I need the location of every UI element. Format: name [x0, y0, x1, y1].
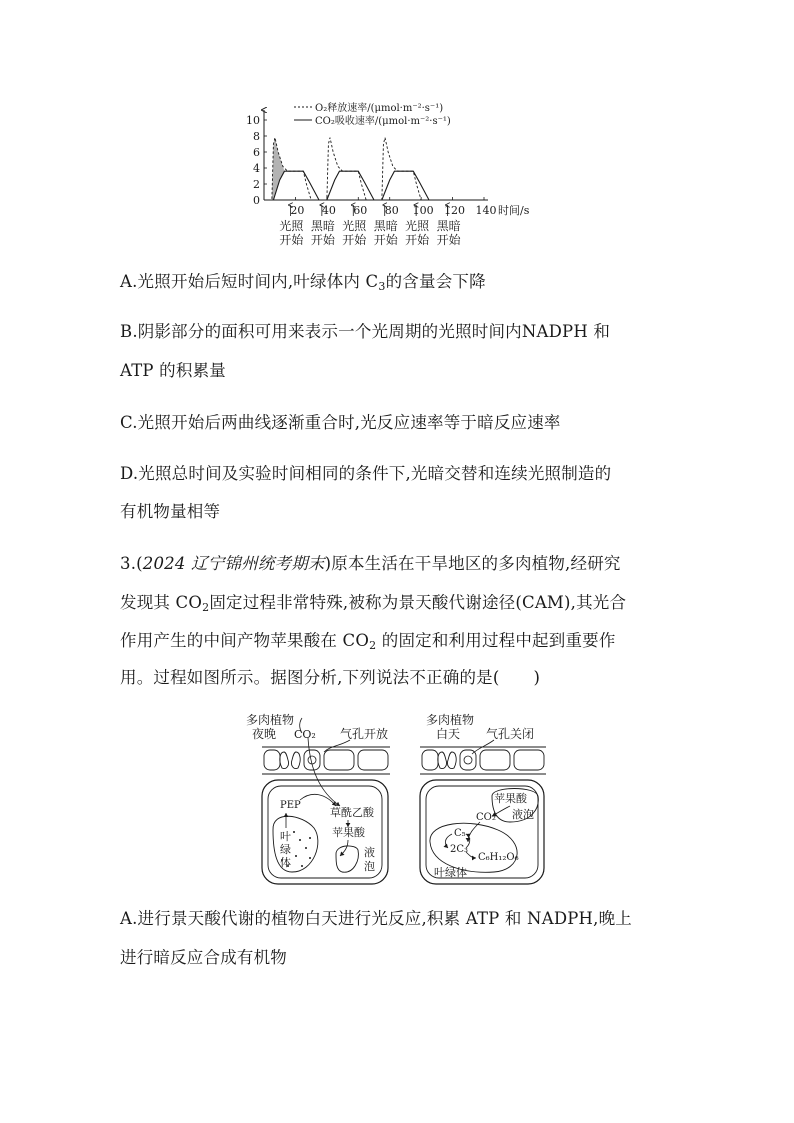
day-malate-arrow — [492, 806, 510, 816]
y-tick-label-5: 10 — [246, 114, 260, 127]
q3-option-a-line1: A.进行景天酸代谢的植物白天进行光反应,积累 ATP 和 NADPH,晚上 — [120, 909, 632, 928]
night-co2-arrow — [308, 738, 340, 806]
day-glucose: C₆H₁₂O₆ — [478, 852, 519, 863]
q2-option-b-line1: B.阴影部分的面积可用来表示一个光周期的光照时间内NADPH 和 — [120, 322, 611, 341]
rate-chart — [236, 96, 536, 248]
q3-line3-suffix: 的固定和利用过程中起到重要作 — [376, 631, 616, 650]
q3-line3-prefix: 作用产生的中间产物苹果酸在 CO — [120, 631, 370, 650]
chart-legend — [294, 101, 451, 127]
night-malate-arrow — [340, 840, 348, 856]
cam-diagram-figure — [240, 710, 552, 888]
y-tick-label-4: 8 — [253, 130, 260, 143]
period-label-bottom-5: 开始 — [436, 233, 461, 247]
x-tick-label-1: 40 — [321, 204, 336, 217]
q2-option-d-line1: D.光照总时间及实验时间相同的条件下,光暗交替和连续光照制造的 — [120, 464, 612, 483]
night-malate: 苹果酸 — [332, 826, 365, 839]
night-vacuole-label-1: 液 — [364, 846, 375, 859]
q2-option-a-sub: 3 — [378, 280, 386, 293]
q2-option-c: C.光照开始后两曲线逐渐重合时,光反应速率等于暗反应速率 — [120, 413, 561, 432]
x-tick-label-3: 80 — [384, 204, 399, 217]
period-label-bottom-2: 开始 — [342, 233, 367, 247]
day-chloroplast-label: 叶绿体 — [434, 866, 467, 879]
period-label-bottom-3: 开始 — [373, 233, 398, 247]
night-vacuole — [336, 846, 358, 872]
day-title2: 白天 — [436, 727, 461, 741]
night-pep: PEP — [280, 800, 301, 811]
night-oxaloacetate: 草酰乙酸 — [330, 806, 374, 819]
night-epidermis — [262, 747, 390, 774]
night-chloroplast-label-3: 体 — [280, 856, 291, 869]
cam-diagram — [240, 710, 552, 888]
rate-chart-figure — [236, 96, 536, 248]
day-chloroplast — [430, 823, 517, 872]
period-label-bottom-0: 开始 — [279, 233, 304, 247]
cam-day-panel — [420, 712, 546, 884]
x-axis-label: 时间/s — [498, 204, 530, 217]
x-tick-label-4: 100 — [412, 204, 434, 217]
night-chloroplast-label-2: 绿 — [280, 843, 291, 856]
cam-night-panel — [246, 712, 390, 884]
period-label-top-5: 黑暗 — [436, 219, 461, 233]
y-tick-label-0: 0 — [253, 194, 260, 207]
period-label-top-3: 黑暗 — [373, 219, 398, 233]
q3-line2-prefix: 发现其 CO — [120, 593, 203, 612]
x-tick-label-5: 120 — [444, 204, 466, 217]
q3-stem-line2 — [120, 591, 626, 620]
y-tick-label-3: 6 — [253, 146, 260, 159]
x-tick-label-0: 20 — [290, 204, 305, 217]
y-tick-label-2: 4 — [253, 162, 260, 175]
day-c3: 2C₃ — [450, 844, 469, 855]
night-chloroplast-label-1: 叶 — [280, 830, 291, 843]
q3-line2-suffix: 固定过程非常特殊,被称为景天酸代谢途径(CAM),其光合 — [209, 593, 627, 612]
night-co2-label: CO₂ — [294, 728, 316, 741]
legend-label-0: O₂释放速率/(μmol·m⁻²·s⁻¹) — [315, 103, 444, 114]
x-tick-label-6: 140 — [475, 204, 497, 217]
q2-option-a — [120, 270, 486, 299]
day-malate: 苹果酸 — [494, 792, 527, 805]
night-title2: 夜晚 — [252, 727, 277, 741]
day-c5: C₅ — [454, 828, 466, 839]
night-vacuole-label-2: 泡 — [364, 860, 375, 873]
q3-stem-line3 — [120, 629, 616, 658]
night-title1: 多肉植物 — [246, 713, 295, 727]
y-tick-label-1: 2 — [253, 178, 260, 191]
q3-line4-suffix: ) — [533, 668, 541, 687]
series-line-1 — [264, 171, 437, 200]
night-pep-arrow — [300, 794, 336, 806]
x-tick-label-2: 60 — [353, 204, 368, 217]
period-label-top-2: 光照 — [342, 219, 367, 233]
period-label-bottom-4: 开始 — [405, 233, 430, 247]
period-label-top-0: 光照 — [279, 219, 304, 233]
q3-line1-text: )原本生活在干旱地区的多肉植物,经研究 — [324, 554, 621, 573]
q2-option-d-line2: 有机物量相等 — [120, 502, 221, 521]
q3-line2-sub: 2 — [202, 601, 210, 614]
q3-option-a-line2: 进行暗反应合成有机物 — [120, 948, 287, 967]
q3-stem-line4 — [120, 666, 540, 690]
period-label-bottom-1: 开始 — [310, 233, 335, 247]
q2-option-b-line2: ATP 的积累量 — [120, 361, 226, 380]
period-label-top-4: 光照 — [405, 219, 430, 233]
day-vacuole-label: 液泡 — [512, 808, 534, 821]
q2-option-a-text: A.光照开始后短时间内,叶绿体内 C — [120, 272, 379, 291]
series-line-0 — [264, 138, 421, 200]
legend-label-1: CO₂吸收速率/(μmol·m⁻²·s⁻¹) — [315, 116, 451, 127]
day-title1: 多肉植物 — [426, 713, 475, 727]
night-stomata-label: 气孔开放 — [340, 727, 389, 741]
day-stomata-label: 气孔关闭 — [486, 727, 535, 741]
q2-option-a-suffix: 的含量会下降 — [385, 272, 486, 291]
period-label-top-1: 黑暗 — [310, 219, 335, 233]
q3-line3-sub: 2 — [369, 639, 377, 652]
day-epidermis — [420, 747, 546, 774]
q3-source: 2024 辽宁锦州统考期末 — [142, 554, 325, 573]
q3-stem-line1 — [120, 552, 621, 576]
day-co2: CO₂ — [476, 812, 496, 823]
q3-line4-prefix: 用。过程如图所示。据图分析,下列说法不正确的是( — [120, 668, 500, 687]
q3-number: 3.( — [120, 554, 143, 573]
